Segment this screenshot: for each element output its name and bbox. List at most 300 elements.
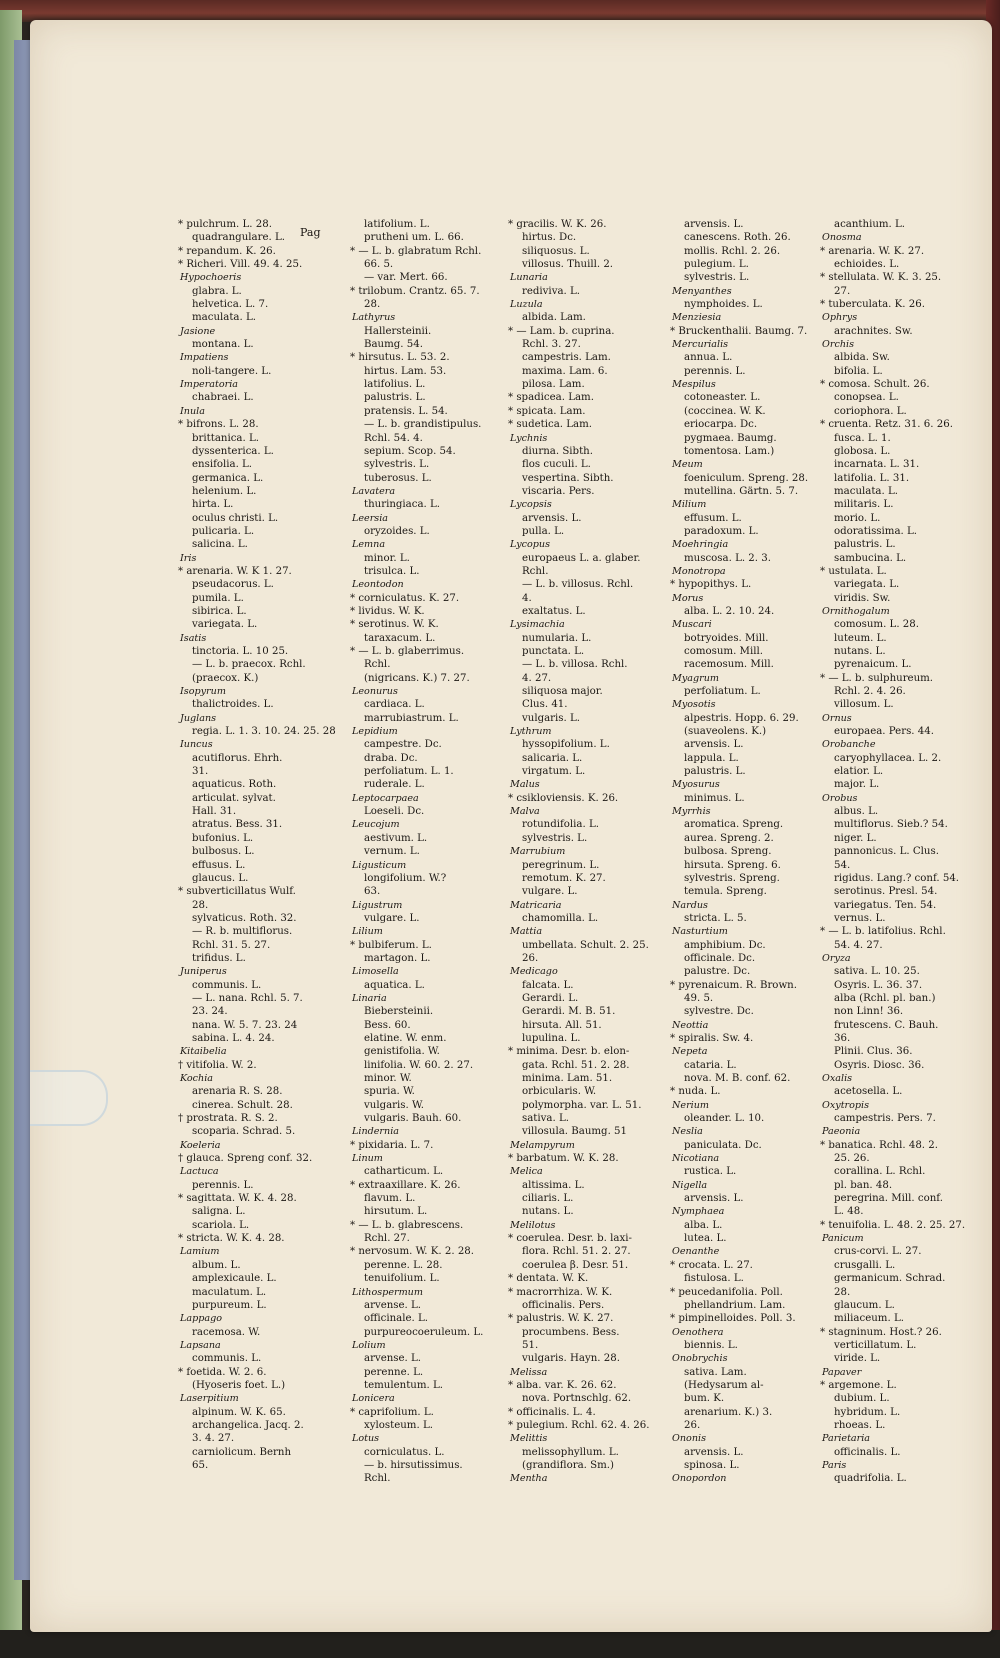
species-entry: maculata. L.	[192, 312, 256, 324]
species-entry: peregrinum. L.	[522, 859, 600, 871]
species-entry: * arenaria. W. K 1. 27.	[178, 565, 292, 577]
genus-heading: Orchis	[822, 339, 854, 351]
species-entry: siliquosus. L.	[522, 245, 590, 257]
species-entry: * stagninum. Host.? 26.	[820, 1326, 942, 1338]
genus-heading: Medicago	[510, 966, 558, 978]
genus-heading: Panicum	[822, 1233, 864, 1245]
species-entry: * repandum. K. 26.	[178, 245, 276, 257]
species-entry: conopsea. L.	[834, 392, 899, 404]
genus-heading: Laserpitium	[180, 1393, 239, 1405]
genus-heading: Neottia	[672, 1019, 709, 1031]
genus-heading: Marrubium	[510, 846, 566, 858]
species-entry: vernus. L.	[834, 912, 886, 924]
species-entry: temulentum. L.	[364, 1379, 443, 1391]
species-entry: * cruenta. Retz. 31. 6. 26.	[820, 419, 953, 431]
species-entry: — L. b. villosus. Rchl.	[522, 579, 634, 591]
species-entry: marrubiastrum. L.	[364, 712, 459, 724]
species-entry: vulgaris. Hayn. 28.	[522, 1353, 620, 1365]
species-entry: hirsutum. L.	[364, 1206, 428, 1218]
genus-heading: Papaver	[822, 1366, 862, 1378]
species-entry: * palustris. W. K. 27.	[508, 1313, 614, 1325]
species-entry: coerulea β. Desr. 51.	[522, 1259, 629, 1271]
species-entry: remotum. K. 27.	[522, 872, 606, 884]
species-entry: * comosa. Schult. 26.	[820, 379, 930, 391]
species-entry: (praecox. K.)	[192, 672, 259, 684]
species-entry: 65.	[192, 1459, 209, 1471]
species-entry: * corniculatus. K. 27.	[350, 592, 460, 604]
species-entry: 49. 5.	[684, 992, 714, 1004]
species-entry: punctata. L.	[522, 646, 585, 657]
genus-heading: Oenanthe	[672, 1246, 720, 1258]
genus-heading: Ornithogalum	[822, 605, 890, 617]
species-entry: lupulina. L.	[522, 1032, 581, 1044]
species-entry: * spicata. Lam.	[508, 405, 586, 417]
species-entry: perfoliatum. L.	[684, 686, 761, 698]
scan-background-bottom	[0, 1630, 1000, 1658]
species-entry: sylvestris. Spreng.	[684, 872, 780, 884]
species-entry: bum. K.	[684, 1393, 725, 1405]
species-entry: aurea. Spreng. 2.	[684, 832, 774, 844]
species-entry: Plinii. Clus. 36.	[834, 1046, 913, 1058]
species-entry: * stricta. W. K. 4. 28.	[178, 1233, 285, 1245]
species-entry: morio. L.	[834, 512, 881, 524]
species-entry: dubium. L.	[834, 1393, 890, 1405]
species-entry: minor. W.	[364, 1073, 412, 1084]
species-entry: temula. Spreng.	[684, 886, 767, 898]
species-entry: palustre. Dc.	[684, 966, 751, 978]
species-entry: aestivum. L.	[364, 832, 428, 844]
species-entry: hirtus. Dc.	[522, 232, 577, 244]
species-entry: — R. b. multiflorus.	[192, 926, 293, 938]
species-entry: arvensis. L.	[684, 739, 744, 751]
species-entry: odoratissima. L.	[834, 525, 918, 537]
species-entry: alpestris. Hopp. 6. 29.	[684, 712, 799, 724]
genus-heading: Lycopus	[510, 539, 551, 551]
species-entry: flavum. L.	[364, 1193, 416, 1205]
species-entry: crus-corvi. L. 27.	[834, 1246, 922, 1258]
species-entry: alba. L.	[684, 1219, 723, 1231]
species-entry: perfoliatum. L. 1.	[364, 766, 454, 778]
species-entry: atratus. Bess. 31.	[192, 819, 283, 831]
species-entry: oryzoides. L.	[364, 525, 430, 537]
genus-heading: Ornus	[822, 712, 852, 724]
species-entry: trisulca. L.	[364, 565, 420, 577]
page-header: Pag	[300, 226, 321, 239]
species-entry: variegatus. Ten. 54.	[834, 899, 937, 911]
species-entry: sibirica. L.	[192, 605, 247, 617]
species-entry: arvensis. L.	[684, 1193, 744, 1205]
genus-heading: Lemna	[352, 539, 386, 551]
species-entry: chamomilla. L.	[522, 912, 599, 924]
species-entry: * serotinus. W. K.	[350, 619, 439, 631]
species-entry: acanthium. L.	[834, 219, 906, 230]
species-entry: eriocarpa. Dc.	[684, 419, 758, 431]
species-entry: * caprifolium. L.	[350, 1406, 434, 1418]
species-entry: Rchl. 2. 4. 26.	[834, 686, 906, 698]
species-entry: elatine. W. enm.	[364, 1032, 447, 1044]
species-entry: * coerulea. Desr. b. laxi-	[508, 1233, 632, 1245]
genus-heading: Orobanche	[822, 739, 876, 751]
genus-heading: Menziesia	[672, 312, 722, 324]
species-entry: Hall. 31.	[192, 806, 237, 818]
species-entry: vulgare. L.	[522, 886, 578, 898]
genus-heading: Onosma	[822, 232, 862, 244]
species-entry: L. 48.	[834, 1206, 864, 1218]
species-entry: flora. Rchl. 51. 2. 27.	[522, 1246, 631, 1258]
species-entry: aquaticus. Roth.	[192, 779, 277, 791]
species-entry: palustris. L.	[364, 392, 426, 404]
genus-heading: Nymphaea	[672, 1206, 725, 1218]
species-entry: vulgare. L.	[364, 912, 420, 924]
species-entry: hirta. L.	[192, 499, 234, 511]
genus-heading: Myosotis	[672, 699, 716, 711]
species-entry: spuria. W.	[364, 1086, 415, 1098]
species-entry: phellandrium. Lam.	[684, 1299, 786, 1311]
genus-heading: Lonicera	[352, 1393, 395, 1405]
species-entry: nutans. L.	[834, 646, 886, 657]
species-entry: flos cuculi. L.	[522, 459, 591, 471]
species-entry: * — Lam. b. cuprina.	[508, 325, 615, 337]
genus-heading: Imperatoria	[180, 379, 239, 391]
species-entry: Biebersteinii.	[364, 1006, 434, 1018]
species-entry: sativa. L.	[522, 1113, 569, 1125]
species-entry: lutea. L.	[684, 1233, 727, 1245]
species-entry: procumbens. Bess.	[522, 1326, 620, 1338]
genus-heading: Paris	[822, 1459, 847, 1471]
species-entry: palustris. L.	[684, 766, 746, 778]
species-entry: sylvaticus. Roth. 32.	[192, 912, 297, 924]
species-entry: pannonicus. L. Clus.	[834, 846, 939, 858]
species-entry: multiflorus. Sieb.? 54.	[834, 819, 948, 831]
species-entry: — L. b. villosa. Rchl.	[522, 659, 628, 671]
species-entry: viscaria. Pers.	[522, 485, 595, 497]
genus-heading: Lavatera	[352, 485, 396, 497]
species-entry: oleander. L. 10.	[684, 1113, 765, 1125]
genus-heading: Ononis	[672, 1433, 706, 1445]
genus-heading: Luzula	[510, 299, 543, 311]
species-entry: Rchl. 27.	[364, 1233, 410, 1245]
genus-heading: Lotus	[352, 1433, 380, 1445]
species-entry: * nervosum. W. K. 2. 28.	[350, 1246, 475, 1258]
species-entry: europaeus L. a. glaber.	[522, 552, 641, 564]
genus-heading: Ophrys	[822, 312, 858, 324]
species-entry: nutans. L.	[522, 1206, 574, 1218]
genus-heading: Nasturtium	[672, 926, 728, 938]
genus-heading: Leucojum	[352, 819, 400, 831]
species-entry: viride. L.	[834, 1353, 881, 1365]
species-entry: * minima. Desr. b. elon-	[508, 1046, 630, 1058]
index-column-1	[178, 218, 350, 1472]
species-entry: xylosteum. L.	[364, 1419, 433, 1431]
species-entry: arvensis. L.	[522, 512, 582, 524]
species-entry: mutellina. Gärtn. 5. 7.	[684, 485, 799, 497]
genus-heading: Leersia	[352, 512, 389, 524]
species-entry: — var. Mert. 66.	[364, 272, 448, 284]
species-entry: nana. W. 5. 7. 23. 24	[192, 1019, 298, 1031]
species-entry: minima. Lam. 51.	[522, 1073, 613, 1084]
genus-heading: Kitaibelia	[180, 1046, 227, 1058]
species-entry: * alba. var. K. 26. 62.	[508, 1379, 617, 1391]
species-entry: aquatica. L.	[364, 979, 425, 991]
species-entry: archangelica. Jacq. 2.	[192, 1419, 304, 1431]
species-entry: — L. b. grandistipulus.	[364, 419, 482, 431]
species-entry: saligna. L.	[192, 1206, 246, 1218]
genus-heading: Lamium	[180, 1246, 220, 1258]
species-entry: aromatica. Spreng.	[684, 819, 784, 831]
species-entry: * spadicea. Lam.	[508, 392, 594, 404]
species-entry: scariola. L.	[192, 1219, 250, 1231]
species-entry: campestris. Lam.	[522, 352, 611, 364]
species-entry: pseudacorus. L.	[192, 579, 274, 591]
species-entry: villosum. L.	[834, 699, 894, 711]
species-entry: militaris. L.	[834, 499, 894, 511]
species-entry: pumila. L.	[192, 592, 244, 604]
species-entry: miliaceum. L.	[834, 1313, 904, 1325]
species-entry: amplexicaule. L.	[192, 1273, 277, 1285]
species-entry: vulgaris. L.	[522, 712, 581, 724]
genus-heading: Lepidium	[352, 726, 398, 738]
species-entry: montana. L.	[192, 339, 254, 351]
species-entry: communis. L.	[192, 1353, 262, 1365]
species-entry: — L. b. praecox. Rchl.	[192, 659, 306, 671]
species-entry: 28.	[192, 899, 209, 911]
species-entry: * foetida. W. 2. 6.	[178, 1366, 267, 1378]
species-entry: perennis. L.	[192, 1179, 254, 1191]
genus-heading: Lychnis	[510, 432, 548, 444]
species-entry: Osyris. L. 36. 37.	[834, 979, 923, 991]
species-entry: * ustulata. L.	[820, 565, 887, 577]
species-entry: quadrangulare. L.	[192, 232, 285, 244]
genus-heading: Leontodon	[352, 579, 404, 591]
genus-heading: Limosella	[352, 966, 399, 978]
genus-heading: Lolium	[352, 1339, 386, 1351]
species-entry: perenne. L. 28.	[364, 1259, 443, 1271]
genus-heading: Meum	[672, 459, 703, 471]
species-entry: glaucus. L.	[192, 872, 249, 884]
species-entry: Baumg. 54.	[364, 339, 423, 351]
species-entry: — L. nana. Rchl. 5. 7.	[192, 992, 303, 1004]
species-entry: tenuifolium. L.	[364, 1273, 440, 1285]
species-entry: * stellulata. W. K. 3. 25.	[820, 272, 942, 284]
species-entry: * crocata. L. 27.	[670, 1259, 753, 1271]
species-entry: * bifrons. L. 28.	[178, 419, 259, 431]
species-entry: * tuberculata. K. 26.	[820, 299, 925, 311]
species-entry: vulgaris. Bauh. 60.	[364, 1113, 462, 1125]
binding-top-edge	[0, 0, 1000, 22]
genus-heading: Mercurialis	[672, 339, 729, 351]
species-entry: muscosa. L. 2. 3.	[684, 552, 771, 564]
species-entry: * subverticillatus Wulf.	[178, 886, 296, 898]
species-entry: rhoeas. L.	[834, 1419, 886, 1431]
species-entry: alba (Rchl. pl. ban.)	[834, 992, 936, 1004]
species-entry: polymorpha. var. L. 51.	[522, 1099, 642, 1111]
species-entry: hyssopifolium. L.	[522, 739, 610, 751]
genus-heading: Lithospermum	[352, 1286, 423, 1298]
genus-heading: Malus	[510, 779, 540, 791]
species-entry: alpinum. W. K. 65.	[192, 1406, 286, 1418]
species-entry: maxima. Lam. 6.	[522, 365, 608, 377]
species-entry: regia. L. 1. 3. 10. 24. 25. 28	[192, 726, 336, 738]
species-entry: rotundifolia. L.	[522, 819, 599, 831]
genus-heading: Mentha	[510, 1473, 548, 1485]
genus-heading: Morus	[672, 592, 704, 604]
species-entry: comosum. Mill.	[684, 646, 764, 657]
species-entry: annua. L.	[684, 352, 733, 364]
species-entry: * pimpinelloides. Poll. 3.	[670, 1313, 796, 1325]
species-entry: martagon. L.	[364, 952, 431, 964]
genus-heading: Myagrum	[672, 672, 719, 684]
species-entry: glaucum. L.	[834, 1299, 895, 1311]
species-entry: nova. M. B. conf. 62.	[684, 1073, 791, 1084]
species-entry: sambucina. L.	[834, 552, 907, 564]
genus-heading: Lapsana	[180, 1339, 221, 1351]
species-entry: brittanica. L.	[192, 432, 259, 444]
species-entry: latifolium. L.	[364, 219, 430, 230]
genus-heading: Ligustrum	[352, 899, 403, 911]
species-entry: melissophyllum. L.	[522, 1446, 619, 1458]
species-entry: ruderale. L.	[364, 779, 425, 791]
species-entry: nymphoides. L.	[684, 299, 763, 311]
species-entry: (suaveolens. K.)	[684, 726, 767, 738]
species-entry: 25. 26.	[834, 1153, 870, 1165]
species-entry: (grandiflora. Sm.)	[522, 1459, 614, 1471]
species-entry: hirsuta. Spreng. 6.	[684, 859, 781, 871]
species-entry: palustris. L.	[834, 539, 896, 551]
genus-heading: Lycopsis	[510, 499, 552, 511]
species-entry: vulgaris. W.	[364, 1099, 424, 1111]
species-entry: stricta. L. 5.	[684, 912, 747, 924]
species-entry: * gracilis. W. K. 26.	[508, 219, 607, 230]
species-entry: * sudetica. Lam.	[508, 419, 593, 431]
genus-heading: Nepeta	[672, 1046, 708, 1058]
species-entry: * Bruckenthalii. Baumg. 7.	[670, 325, 808, 337]
species-entry: ciliaris. L.	[522, 1193, 574, 1205]
species-entry: viridis. Sw.	[834, 592, 891, 604]
species-entry: cardiaca. L.	[364, 699, 425, 711]
species-entry: catharticum. L.	[364, 1166, 444, 1178]
species-entry: Loeseli. Dc.	[364, 806, 425, 818]
species-entry: 66. 5.	[364, 259, 394, 271]
species-entry: * pulchrum. L. 28.	[178, 219, 272, 230]
genus-heading: Isatis	[180, 632, 207, 644]
genus-heading: Moehringia	[672, 539, 729, 551]
species-entry: * spiralis. Sw. 4.	[670, 1032, 754, 1044]
species-entry: 3. 4. 27.	[192, 1433, 235, 1445]
species-entry: diurna. Sibth.	[522, 445, 593, 457]
genus-heading: Oxalis	[822, 1073, 853, 1084]
species-entry: * macrorrhiza. W. K.	[508, 1286, 613, 1298]
species-entry: Gerardi. M. B. 51.	[522, 1006, 616, 1018]
species-entry: communis. L.	[192, 979, 262, 991]
species-entry: fusca. L. 1.	[834, 432, 891, 444]
genus-heading: Lunaria	[510, 272, 548, 284]
species-entry: Rchl. 3. 27.	[522, 339, 581, 351]
species-entry: album. L.	[192, 1259, 241, 1271]
species-entry: * trilobum. Crantz. 65. 7.	[350, 285, 480, 297]
species-entry: * nuda. L.	[670, 1086, 721, 1098]
species-entry: germanicum. Schrad.	[834, 1273, 946, 1285]
species-entry: rigidus. Lang.? conf. 54.	[834, 872, 960, 884]
species-entry: * csikloviensis. K. 26.	[508, 792, 619, 804]
species-entry: pratensis. L. 54.	[364, 405, 448, 417]
species-entry: * pyrenaicum. R. Brown.	[670, 979, 797, 991]
genus-heading: Melilotus	[510, 1219, 556, 1231]
species-entry: variegata. L.	[192, 619, 258, 631]
species-entry: effusum. L.	[684, 512, 742, 524]
species-entry: glabra. L.	[192, 285, 242, 297]
species-entry: pygmaea. Baumg.	[684, 432, 777, 444]
species-entry: pl. ban. 48.	[834, 1179, 893, 1191]
genus-heading: Oxytropis	[822, 1099, 870, 1111]
species-entry: echioides. L.	[834, 259, 900, 271]
species-entry: perennis. L.	[684, 365, 746, 377]
species-entry: * arenaria. W. K. 27.	[820, 245, 925, 257]
species-entry: — b. hirsutissimus.	[364, 1459, 463, 1471]
genus-heading: Linaria	[352, 992, 387, 1004]
genus-heading: Menyanthes	[672, 285, 732, 297]
species-entry: * — L. b. latifolius. Rchl.	[820, 926, 946, 938]
species-entry: quadrifolia. L.	[834, 1473, 907, 1485]
genus-heading: Lysimachia	[510, 619, 565, 631]
species-entry: spinosa. L.	[684, 1459, 740, 1471]
species-entry: coriophora. L.	[834, 405, 907, 417]
genus-heading: Lilium	[352, 926, 383, 938]
species-entry: 31.	[192, 766, 209, 778]
genus-heading: Nardus	[672, 899, 708, 911]
species-entry: pulegium. L.	[684, 259, 749, 271]
species-entry: † glauca. Spreng conf. 32.	[178, 1153, 313, 1165]
species-entry: arvensis. L.	[684, 1446, 744, 1458]
species-entry: 23. 24.	[192, 1006, 228, 1018]
species-entry: pulla. L.	[522, 525, 565, 537]
genus-heading: Nicotiana	[672, 1153, 720, 1165]
species-entry: corallina. L. Rchl.	[834, 1166, 926, 1178]
genus-heading: Oenothera	[672, 1326, 724, 1338]
species-entry: 26.	[684, 1419, 701, 1431]
species-entry: bulbosa. Spreng.	[684, 846, 772, 858]
species-entry: † vitifolia. W. 2.	[178, 1059, 257, 1071]
species-entry: canescens. Roth. 26.	[684, 232, 791, 244]
genus-heading: Hypochoeris	[180, 272, 242, 284]
species-entry: chabraei. L.	[192, 392, 254, 404]
species-entry: vernum. L.	[364, 846, 420, 858]
species-entry: 4.	[522, 592, 532, 604]
genus-heading: Myosurus	[672, 779, 720, 791]
genus-heading: Ligusticum	[352, 859, 407, 871]
species-entry: serotinus. Presl. 54.	[834, 886, 938, 898]
genus-heading: Matricaria	[510, 899, 562, 911]
species-entry: * barbatum. W. K. 28.	[508, 1153, 619, 1165]
species-entry: maculata. L.	[834, 485, 898, 497]
species-entry: 51.	[522, 1339, 539, 1351]
species-entry: arvense. L.	[364, 1299, 422, 1311]
genus-heading: Malva	[510, 806, 540, 818]
species-entry: purpureum. L.	[192, 1299, 267, 1311]
species-entry: sylvestre. Dc.	[684, 1006, 754, 1018]
species-entry: europaea. Pers. 44.	[834, 726, 934, 738]
species-entry: sylvestris. L.	[684, 272, 750, 284]
species-entry: cotoneaster. L.	[684, 392, 761, 404]
species-entry: * hypopithys. L.	[670, 579, 752, 591]
species-entry: botryoides. Mill.	[684, 632, 769, 644]
genus-heading: Linum	[352, 1153, 383, 1165]
species-entry: elatior. L.	[834, 766, 884, 778]
genus-heading: Neslia	[672, 1126, 703, 1138]
species-entry: germanica. L.	[192, 472, 264, 484]
species-entry: caryophyllacea. L. 2.	[834, 752, 942, 764]
species-entry: comosum. L. 28.	[834, 619, 920, 631]
genus-heading: Myrrhis	[672, 806, 711, 818]
